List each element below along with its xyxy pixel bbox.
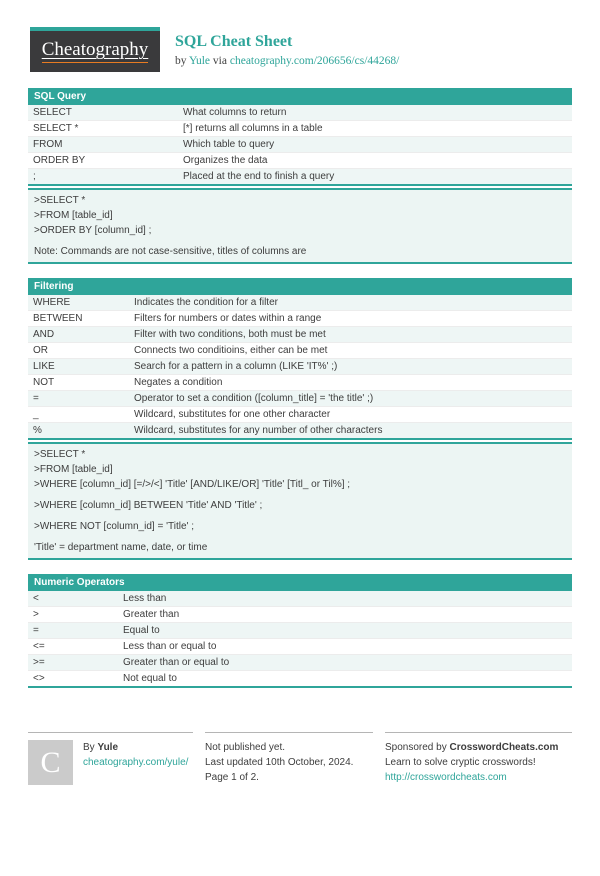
byline	[175, 55, 399, 67]
command-cell: ORDER BY	[33, 155, 86, 166]
description-cell: Search for a pattern in a column (LIKE 'IT%' ;)	[134, 361, 338, 372]
description-cell: What columns to return	[183, 107, 287, 118]
command-cell: BETWEEN	[33, 313, 83, 324]
sheet-url-link[interactable]: cheatography.com/206656/cs/44268/	[229, 55, 400, 67]
section-header: Numeric Operators	[28, 574, 572, 591]
page-title: SQL Cheat Sheet	[175, 33, 293, 50]
sponsor-prefix: Sponsored by	[385, 742, 447, 753]
command-table	[28, 105, 572, 186]
footer-by-label: By	[83, 742, 95, 753]
table-row	[28, 375, 572, 391]
description-cell: Equal to	[123, 625, 160, 636]
command-cell: SELECT *	[33, 123, 79, 134]
footer-logo-letter: C	[40, 746, 61, 779]
description-cell: Greater than	[123, 609, 180, 620]
sponsor-name: CrosswordCheats.com	[449, 742, 559, 753]
table-row	[28, 153, 572, 169]
description-cell: Greater than or equal to	[123, 657, 230, 668]
sponsor-link[interactable]: http://crosswordcheats.com	[385, 772, 507, 783]
section-numeric-operators	[28, 574, 572, 688]
table-row	[28, 169, 572, 184]
table-row	[28, 591, 572, 607]
footer-status-column	[205, 732, 373, 785]
description-cell: Wildcard, substitutes for one other character	[134, 409, 331, 420]
table-row	[28, 311, 572, 327]
section-header: SQL Query	[28, 88, 572, 105]
table-row	[28, 343, 572, 359]
table-row	[28, 607, 572, 623]
command-cell: =	[33, 393, 39, 404]
command-table	[28, 591, 572, 688]
description-cell: Wildcard, substitutes for any number of other characters	[134, 425, 383, 436]
last-updated: Last updated 10th October, 2024.	[205, 757, 354, 768]
description-cell: Filters for numbers or dates within a range	[134, 313, 322, 324]
command-cell: NOT	[33, 377, 55, 388]
author-link[interactable]: Yule	[188, 55, 211, 67]
code-block	[28, 442, 572, 560]
command-cell: %	[33, 425, 42, 436]
command-cell: >=	[33, 657, 45, 668]
command-cell: OR	[33, 345, 48, 356]
description-cell: Indicates the condition for a filter	[134, 297, 278, 308]
description-cell: Less than	[123, 593, 167, 604]
command-cell: LIKE	[33, 361, 55, 372]
publish-status: Not published yet.	[205, 742, 286, 753]
command-cell: >	[33, 609, 39, 620]
byline-via-label: via	[212, 55, 227, 67]
footer-author-name: Yule	[97, 742, 119, 753]
command-cell: =	[33, 625, 39, 636]
table-row	[28, 623, 572, 639]
section-header: Filtering	[28, 278, 572, 295]
table-row	[28, 327, 572, 343]
description-cell: [*] returns all columns in a table	[183, 123, 323, 134]
code-line: Note: Commands are not case-sensitive, titles of columns are	[34, 246, 307, 257]
description-cell: Negates a condition	[134, 377, 223, 388]
page-number: Page 1 of 2.	[205, 772, 259, 783]
command-cell: AND	[33, 329, 55, 340]
description-cell: Operator to set a condition ([column_title] = 'the title' ;)	[134, 393, 374, 404]
command-cell: WHERE	[33, 297, 71, 308]
sponsor-tagline: Learn to solve cryptic crosswords!	[385, 757, 536, 768]
command-cell: SELECT	[33, 107, 72, 118]
table-row	[28, 423, 572, 438]
description-cell: Placed at the end to finish a query	[183, 171, 335, 182]
byline-by-label: by	[175, 55, 187, 67]
code-line: >WHERE [column_id] BETWEEN 'Title' AND 'Title' ;	[34, 500, 263, 511]
cheatography-logo[interactable]	[30, 27, 160, 72]
cheatography-footer-logo[interactable]	[28, 740, 73, 785]
footer-author-link[interactable]: cheatography.com/yule/	[83, 757, 189, 768]
title-block	[175, 27, 399, 72]
command-cell: <	[33, 593, 39, 604]
code-line: >WHERE NOT [column_id] = 'Title' ;	[34, 521, 194, 532]
sponsor-line	[385, 740, 572, 755]
description-cell: Less than or equal to	[123, 641, 217, 652]
page-header	[30, 27, 572, 72]
table-row	[28, 407, 572, 423]
footer-author-column	[28, 732, 193, 785]
table-row	[28, 655, 572, 671]
footer-author-text	[83, 740, 188, 785]
table-row	[28, 359, 572, 375]
code-line: >SELECT *	[34, 195, 86, 206]
section-sql-query	[28, 88, 572, 264]
footer-sponsor-column	[385, 732, 572, 785]
table-row	[28, 391, 572, 407]
footer-author-line	[83, 740, 188, 755]
code-line: >WHERE [column_id] [=/>/<] 'Title' [AND/LIKE/OR] 'Title' [Titl_ or Til%] ;	[34, 479, 351, 490]
code-line: 'Title' = department name, date, or time	[34, 542, 208, 553]
description-cell: Which table to query	[183, 139, 275, 150]
description-cell: Filter with two conditions, both must be met	[134, 329, 326, 340]
cheatography-logo-text: Cheatography	[42, 40, 149, 63]
command-table	[28, 295, 572, 440]
description-cell: Organizes the data	[183, 155, 268, 166]
content	[28, 88, 572, 688]
command-cell: <=	[33, 641, 45, 652]
table-row	[28, 121, 572, 137]
code-line: >SELECT *	[34, 449, 86, 460]
command-cell: <>	[33, 673, 45, 684]
command-cell: ;	[33, 171, 36, 182]
command-cell: _	[33, 409, 39, 420]
table-row	[28, 671, 572, 686]
code-line: >ORDER BY [column_id] ;	[34, 225, 152, 236]
cheat-sheet-page	[0, 27, 600, 876]
page-footer	[28, 732, 572, 785]
table-row	[28, 137, 572, 153]
table-row	[28, 105, 572, 121]
code-block	[28, 188, 572, 264]
table-row	[28, 639, 572, 655]
section-filtering	[28, 278, 572, 560]
code-line: >FROM [table_id]	[34, 210, 113, 221]
command-cell: FROM	[33, 139, 63, 150]
table-row	[28, 295, 572, 311]
description-cell: Not equal to	[123, 673, 177, 684]
code-line: >FROM [table_id]	[34, 464, 113, 475]
description-cell: Connects two conditioins, either can be met	[134, 345, 328, 356]
